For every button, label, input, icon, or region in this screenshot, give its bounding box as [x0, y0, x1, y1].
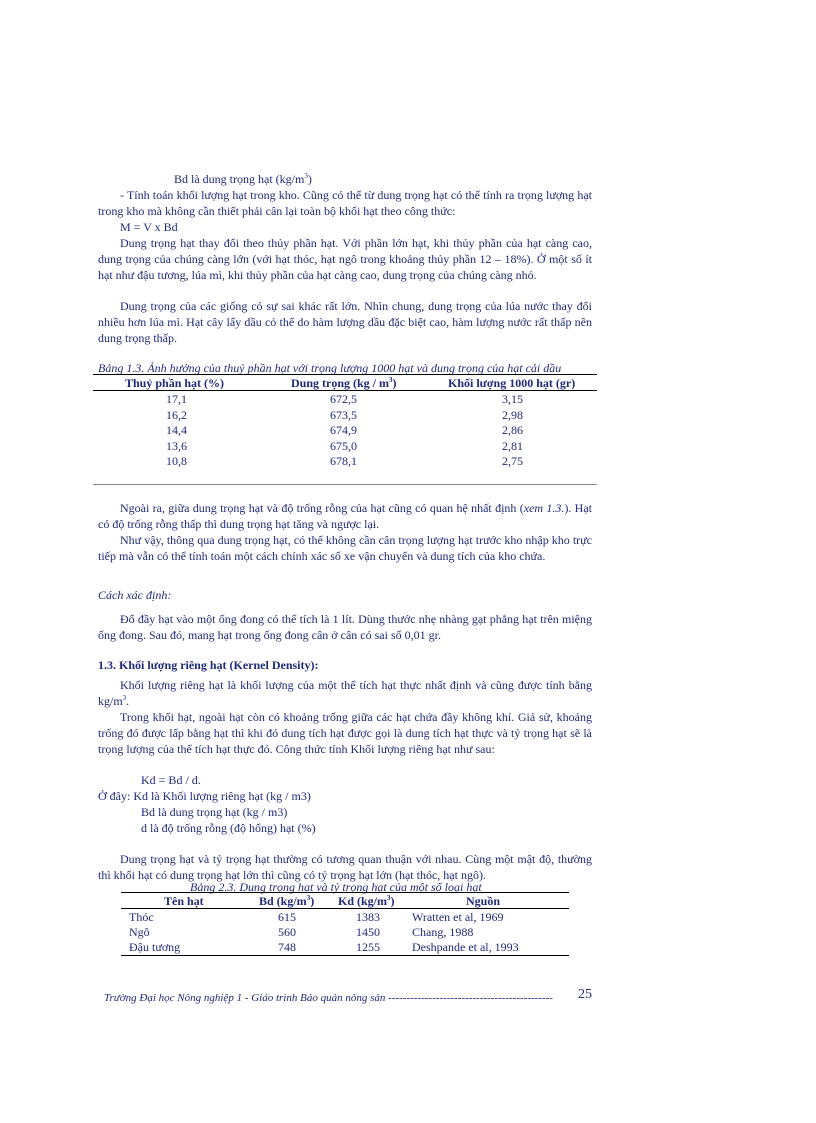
table-cell: Chang, 1988 — [412, 925, 474, 939]
paragraph-thus: Như vậy, thông qua dung trọng hạt, có thể không cần cân trọng lượng hạt trước kho nhập kho trực tiếp mà vẫn có thể tính toán một cách chính xác số xe vận chuyển và dung tích của kho chứa. — [98, 533, 592, 563]
page-footer: Trường Đại học Nông nghiệp 1 - Giáo trình Bảo quản nông sản --------------------------------------------- — [104, 992, 553, 1004]
table-row — [93, 391, 597, 407]
table-cell: 674,9 — [330, 423, 357, 437]
table-cell: 1255 — [356, 940, 380, 954]
bd-definition: Bd là dung trọng hạt $(kg/m^3)$ — [174, 172, 312, 186]
table2-header-2: Bd $(kg/m^3)$ — [259, 894, 315, 908]
table-cell: 10,8 — [166, 454, 187, 468]
table-row — [121, 939, 569, 954]
table-cell: 678,1 — [330, 454, 357, 468]
paragraph-moisture: Dung trọng hạt thay đổi theo thủy phần hạt. Với phần lớn hạt, khi thủy phần của hạt càng cao, dung trọng của chúng càng lớn (với hạt thóc, hạt ngô trong khoảng thủy phần 12 – 18%). Ở một số ít hạt như đậu tương, lúa mì, khi thủy phần của hạt càng cao, dung trọng của chúng càng nhỏ. — [98, 236, 592, 282]
table2-header-3: Kd $(kg/m^3)$ — [338, 894, 395, 908]
table2-bottom-rule — [121, 955, 569, 956]
where-line-2: Bd là dung trọng hạt (kg / m3) — [141, 805, 288, 819]
section-title: 1.3. Khối lượng riêng hạt (Kernel Density): — [98, 658, 319, 672]
table-row — [93, 438, 597, 454]
table1-body — [93, 391, 597, 469]
table-cell: 2,81 — [502, 438, 523, 453]
table-row — [121, 924, 569, 939]
table-cell: 1383 — [356, 910, 380, 924]
table-cell: Thóc — [129, 910, 154, 924]
page-number: 25 — [578, 987, 592, 1002]
table1-header-2: Dung trọng $(kg / m^3)$ — [291, 376, 397, 390]
table-cell: 17,1 — [166, 392, 187, 406]
table-cell: 16,2 — [166, 407, 187, 422]
table2-body — [121, 909, 569, 954]
table-cell: 13,6 — [166, 438, 187, 453]
table-cell: 3,15 — [502, 392, 523, 406]
table-cell: Đậu tương — [129, 940, 181, 954]
table1-header-1: Thuỷ phần hạt (%) — [125, 376, 225, 390]
table1-header-3: Khối lượng 1000 hạt (gr) — [448, 376, 576, 390]
table-cell: Deshpande et al, 1993 — [412, 940, 519, 954]
paragraph-varieties: Dung trọng của các giống có sự sai khác rất lớn. Nhìn chung, dung trọng của lúa nước thay đổi nhiều hơn lúa mì. Hạt cây lấy dầu có thể do hàm lượng dầu đặc biệt cao, hàm lượng nước rất thấp nên dung trọng thấp. — [98, 299, 592, 345]
table-cell: 2,98 — [502, 407, 523, 422]
formula-kd: Kd = Bd / d. — [141, 773, 201, 787]
table-row — [93, 453, 597, 469]
table-cell: Wratten et al, 1969 — [412, 910, 504, 924]
paragraph-calc: - Tính toán khối lượng hạt trong kho. Cũng có thể từ dung trọng hạt có thể tính ra trọng lượng hạt trong kho mà không cần thiết phải cân lại toàn bộ khối hạt theo công thức: — [98, 188, 592, 218]
paragraph-kd-definition: Khối lượng riêng hạt là khối lượng của một thể tích hạt thực nhất định và cũng được tính bằng $kg/m^3$. — [98, 678, 592, 708]
table-row — [121, 909, 569, 924]
where-line-3: d là độ trống rỗng (độ hổng) hạt (%) — [141, 821, 316, 835]
table-cell: 14,4 — [166, 423, 187, 437]
table-row — [93, 422, 597, 438]
paragraph-kd-calc: Trong khối hạt, ngoài hạt còn có khoảng trống giữa các hạt chứa đầy không khí. Giả sử, khoảng trống đó được lấp bằng hạt thì khi đó dung tích hạt được gọi là dung tích hạt thực và tỷ trọng hạt sẽ là trọng lượng của thể tích hạt thực đó. Công thức tính Khối lượng riêng hạt như sau: — [98, 710, 592, 756]
table-cell: 675,0 — [330, 438, 357, 453]
table2-header-4: Nguồn — [466, 894, 501, 908]
table-cell: 672,5 — [330, 392, 357, 406]
table-cell: 748 — [278, 940, 296, 954]
paragraph-relation: Dung trọng hạt và tỷ trọng hạt thường có tương quan thuận với nhau. Cùng một mật độ, thường thì khối hạt có dung trọng hạt lớn thì cũng có tỷ trọng hạt lớn (hạt thóc, hạt ngô). — [98, 852, 592, 882]
method-heading: Cách xác định: — [98, 588, 172, 602]
table-cell: 2,75 — [502, 454, 523, 468]
paragraph-porosity: Ngoài ra, giữa dung trọng hạt và độ trống rỗng của hạt cũng có quan hệ nhất định (xem 1.3.). Hạt có độ trống rỗng thấp thì dung trọng hạt tăng và ngược lại. — [98, 501, 592, 531]
table-cell: Ngô — [129, 925, 150, 939]
table1-bottom-rule — [93, 484, 597, 485]
table-cell: 615 — [278, 910, 296, 924]
table-cell: 2,86 — [502, 423, 523, 437]
paragraph-method: Đổ đầy hạt vào một ống đong có thể tích là 1 lít. Dùng thước nhẹ nhàng gạt phẳng hạt trên miệng ống đong. Sau đó, mang hạt trong ống đong cân ở cân có sai số 0,01 gr. — [98, 612, 592, 642]
table1-caption: Bảng 1.3. Ảnh hưởng của thuỷ phần hạt với trọng lượng 1000 hạt và dung trọng của hạt cải dầu — [98, 361, 562, 375]
where-line-1: Ở đây: Kd là Khối lượng riêng hạt (kg / m3) — [98, 789, 311, 803]
table-row — [93, 407, 597, 423]
formula-m: M = V x Bd — [120, 220, 178, 234]
table2-caption: Bảng 2.3. Dung trọng hạt và tỷ trọng hạt của một số loại hạt — [190, 880, 482, 894]
table2-header-1: Tên hạt — [164, 894, 204, 908]
table-cell: 560 — [278, 925, 296, 939]
table-cell: 673,5 — [330, 407, 357, 422]
table-cell: 1450 — [356, 925, 380, 939]
